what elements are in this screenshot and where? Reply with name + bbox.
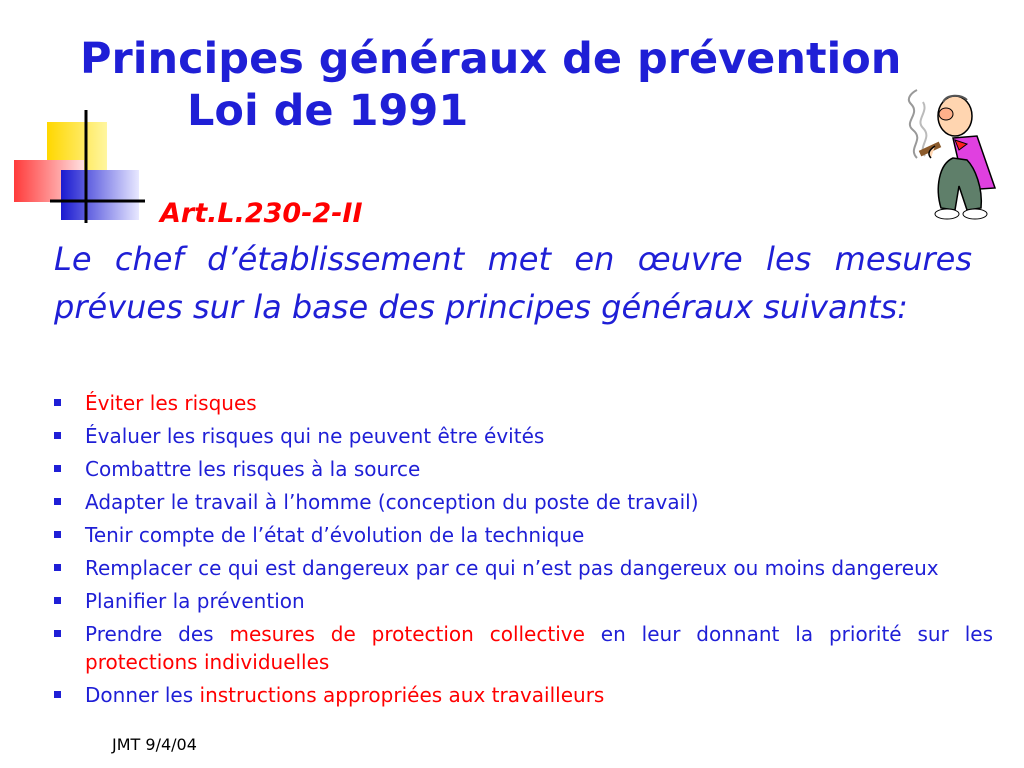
- cigar-man-cartoon: [895, 88, 1010, 223]
- bullet-marker-icon: [54, 691, 61, 698]
- list-item: [54, 587, 993, 615]
- list-item: [54, 488, 993, 516]
- list-item-text: Tenir compte de l’état d’évolution de la technique: [85, 523, 585, 547]
- list-item: [54, 554, 993, 582]
- list-item-text: Combattre les risques à la source: [85, 457, 421, 481]
- bullet-marker-icon: [54, 630, 61, 637]
- article-reference: Art.L.230-2-II: [160, 198, 363, 229]
- list-item: [54, 389, 993, 417]
- list-item-text: Évaluer les risques qui ne peuvent être évités: [85, 424, 545, 448]
- list-item: [54, 620, 993, 676]
- bullet-marker-icon: [54, 399, 61, 406]
- footer-date: JMT 9/4/04: [112, 735, 197, 754]
- list-item: [54, 422, 993, 450]
- principles-list: [54, 389, 993, 714]
- lead-paragraph: Le chef d’établissement met en œuvre les mesures prévues sur la base des principes généraux suivants:: [54, 240, 972, 326]
- list-item-text: Planifier la prévention: [85, 589, 305, 613]
- list-item: [54, 521, 993, 549]
- page-title: [80, 34, 960, 137]
- list-item-text: Donner les: [85, 683, 200, 707]
- highlighted-text: mesures de protection collective: [229, 622, 585, 646]
- highlighted-text: instructions appropriées aux travailleurs: [199, 683, 605, 707]
- bullet-marker-icon: [54, 432, 61, 439]
- list-item: [54, 681, 993, 709]
- title-line-1: Principes généraux de prévention: [80, 34, 902, 84]
- list-item: [54, 455, 993, 483]
- list-item-text: en leur donnant la priorité sur les: [584, 622, 993, 646]
- bullet-marker-icon: [54, 597, 61, 604]
- list-item-text: Prendre des: [85, 622, 230, 646]
- highlighted-text: protections individuelles: [85, 650, 330, 674]
- bullet-marker-icon: [54, 531, 61, 538]
- bullet-marker-icon: [54, 465, 61, 472]
- bullet-marker-icon: [54, 564, 61, 571]
- list-item-text: Remplacer ce qui est dangereux par ce qui n’est pas dangereux ou moins dangereux: [85, 556, 939, 580]
- highlighted-text: Éviter les risques: [85, 391, 257, 415]
- bullet-marker-icon: [54, 498, 61, 505]
- list-item-text: Adapter le travail à l’homme (conception du poste de travail): [85, 490, 699, 514]
- title-line-2: Loi de 1991: [187, 85, 469, 136]
